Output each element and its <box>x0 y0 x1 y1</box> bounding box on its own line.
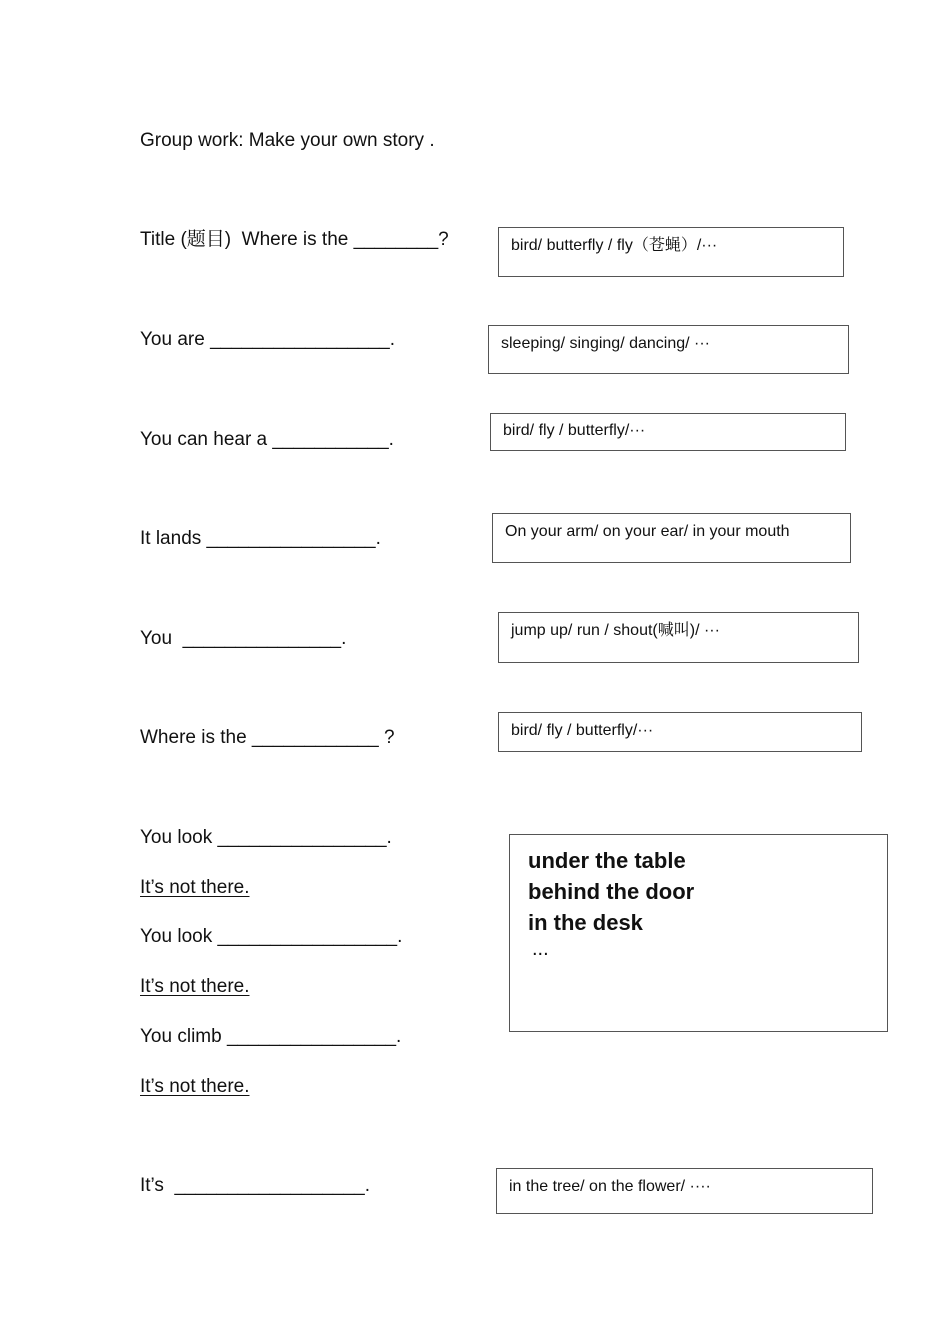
worksheet-heading: Group work: Make your own story . <box>140 130 435 151</box>
you-are-line: You are _________________. <box>140 329 395 350</box>
title-line: Title (题目) Where is the ________? <box>140 229 449 250</box>
climb-line: You climb ________________. <box>140 1026 402 1047</box>
places-box <box>509 834 888 1032</box>
where-line: Where is the ____________ ? <box>140 727 395 748</box>
place-item: under the table <box>528 848 686 873</box>
you-line: You _______________. <box>140 628 347 649</box>
hint-box-you: jump up/ run / shout(喊叫)/ ··· <box>498 612 859 663</box>
not-there-line-2: It’s not there. <box>140 976 250 997</box>
not-there-line-1: It’s not there. <box>140 877 250 898</box>
place-item: behind the door <box>528 879 695 904</box>
hint-box-title: bird/ butterfly / fly（苍蝇）/··· <box>498 227 844 277</box>
hint-box-lands: On your arm/ on your ear/ in your mouth <box>492 513 851 563</box>
place-ellipsis: ... <box>532 938 549 960</box>
not-there-line-3: It’s not there. <box>140 1076 250 1097</box>
place-item: in the desk <box>528 910 643 935</box>
its-line: It’s __________________. <box>140 1175 370 1196</box>
look-line-2: You look _________________. <box>140 926 403 947</box>
hint-box-its: in the tree/ on the flower/ ···· <box>496 1168 873 1214</box>
lands-line: It lands ________________. <box>140 528 381 549</box>
look-line-1: You look ________________. <box>140 827 392 848</box>
hint-box-hear: bird/ fly / butterfly/··· <box>490 413 846 451</box>
hear-line: You can hear a ___________. <box>140 429 394 450</box>
hint-box-where: bird/ fly / butterfly/··· <box>498 712 862 752</box>
hint-box-you-are: sleeping/ singing/ dancing/ ··· <box>488 325 849 374</box>
